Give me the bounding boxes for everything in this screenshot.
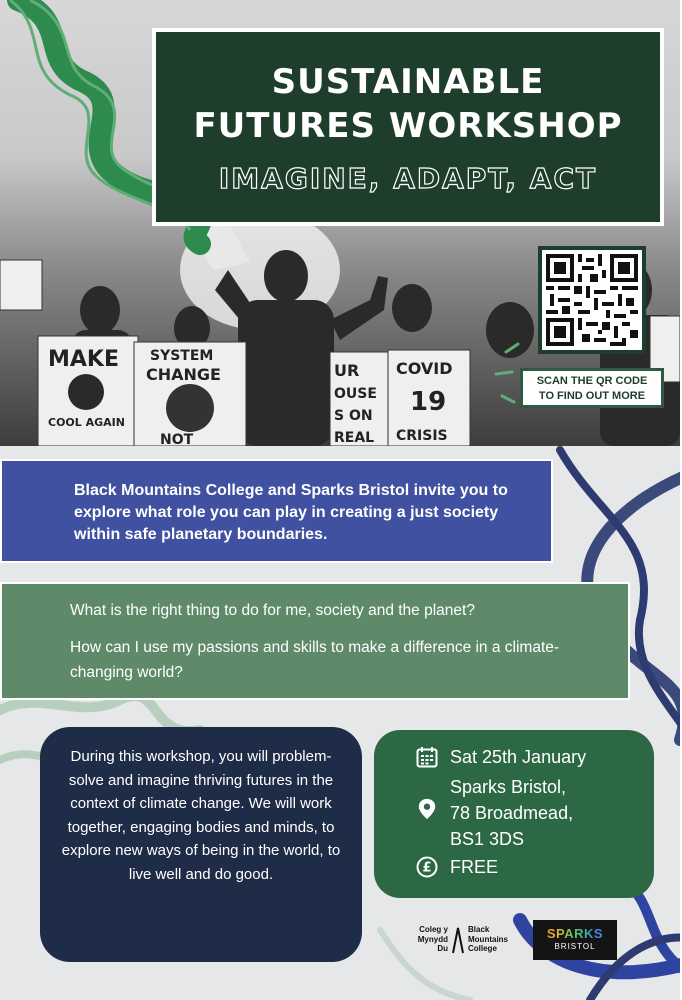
event-date: Sat 25th January	[450, 747, 587, 767]
workshop-description	[40, 727, 362, 962]
calendar-icon	[416, 746, 438, 768]
sign-text: CRISIS	[396, 428, 448, 444]
address-line-3: BS1 3DS	[450, 829, 525, 849]
sign-text: 19	[410, 387, 447, 417]
description-text: During this workshop, you will problem-solve and imagine thriving futures in the context of climate change. We will work together, engaging bodies and minds, to explore new ways of being in the world, to live well and do good.	[61, 748, 341, 883]
sign-text: COOL AGAIN	[48, 416, 125, 429]
title-line-1: SUSTAINABLE	[271, 62, 545, 102]
sign-text: MAKE	[48, 347, 119, 372]
location-pin-icon	[416, 798, 438, 820]
bmc-welsh-name: Coleg y Mynydd Du	[417, 925, 448, 953]
sparks-bristol-logo	[533, 920, 617, 960]
sign-text: NOT	[160, 432, 194, 446]
event-price: FREE	[450, 857, 499, 877]
sparks-logo-word: SPARKS	[533, 926, 617, 941]
qr-label	[520, 368, 664, 408]
question-1: What is the right thing to do for me, society and the planet?	[70, 602, 475, 619]
black-mountains-college-logo	[410, 925, 520, 957]
mountain-icon	[452, 926, 464, 954]
svg-text:£: £	[422, 860, 432, 876]
question-2: How can I use my passions and skills to make a difference in a climate-changing world?	[70, 639, 560, 681]
address-line-2: 78 Broadmead,	[450, 803, 574, 823]
invite-banner	[0, 459, 553, 563]
sign-text: OUSE	[334, 386, 377, 402]
address-line-1: Sparks Bristol,	[450, 777, 567, 797]
sign-text: UR	[334, 361, 360, 380]
pound-icon	[416, 856, 438, 878]
sparks-logo-city: BRISTOL	[554, 942, 596, 951]
title-subtitle: IMAGINE, ADAPT, ACT	[218, 162, 598, 195]
sign-text: REAL	[334, 430, 375, 446]
sign-text: S ON	[334, 408, 373, 424]
event-details	[374, 730, 654, 898]
invite-text: Black Mountains College and Sparks Bristol invite you to explore what role you can play in creating a just society within safe planetary boundaries.	[74, 482, 508, 543]
sign-text: COVID	[396, 359, 453, 378]
qr-label-line-1: SCAN THE QR CODE	[536, 375, 648, 387]
qr-label-line-2: TO FIND OUT MORE	[538, 390, 646, 402]
bmc-english-name: Black Mountains College	[468, 925, 508, 953]
sign-text: SYSTEM	[150, 348, 214, 364]
sign-text: CHANGE	[146, 365, 221, 384]
title-line-2: FUTURES WORKSHOP	[193, 106, 623, 146]
questions-banner	[0, 582, 630, 700]
